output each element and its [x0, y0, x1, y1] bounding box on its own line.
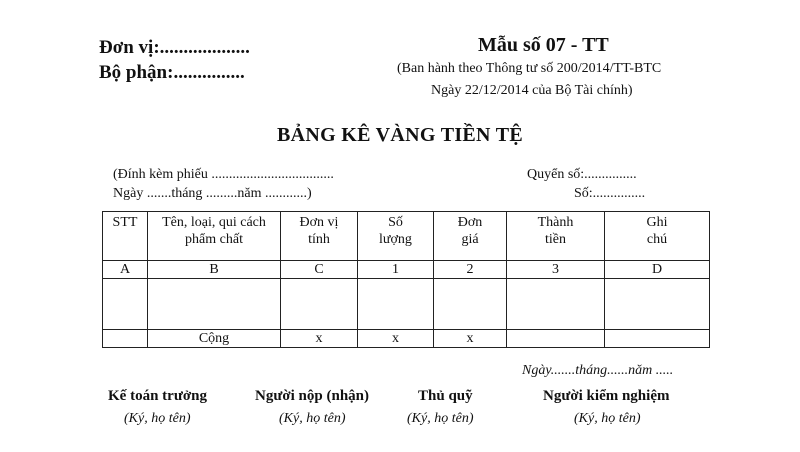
column-code: C [281, 261, 358, 279]
column-header: Tên, loại, qui cách phẩm chất [148, 212, 281, 261]
signature-note: (Ký, họ tên) [279, 411, 346, 426]
total-cell [507, 330, 605, 348]
column-header: Số lượng [358, 212, 434, 261]
total-cell [103, 330, 148, 348]
column-code: B [148, 261, 281, 279]
table-header-row [103, 212, 710, 261]
column-header: Đơn vị tính [281, 212, 358, 261]
table-cell [507, 279, 605, 330]
column-header: Ghi chú [605, 212, 710, 261]
column-code: A [103, 261, 148, 279]
table-row [103, 279, 710, 330]
book-number: Quyển số:............... [527, 167, 637, 182]
table-cell [434, 279, 507, 330]
table-cell [103, 279, 148, 330]
signature-note: (Ký, họ tên) [124, 411, 191, 426]
column-code: 1 [358, 261, 434, 279]
table-cell [605, 279, 710, 330]
column-header: STT [103, 212, 148, 261]
signature-note: (Ký, họ tên) [574, 411, 641, 426]
column-header: Đơn giá [434, 212, 507, 261]
total-cell: x [358, 330, 434, 348]
issued-by-line-2: Ngày 22/12/2014 của Bộ Tài chính) [431, 83, 633, 98]
form-number: Mẫu số 07 - TT [478, 34, 609, 56]
total-cell: x [434, 330, 507, 348]
total-cell [605, 330, 710, 348]
table-total-row [103, 330, 710, 348]
column-code: 3 [507, 261, 605, 279]
attachment-line: (Đính kèm phiếu ................................... [113, 167, 334, 182]
column-header: Thành tiền [507, 212, 605, 261]
unit-label: Đơn vị:................... [99, 37, 250, 58]
column-code: 2 [434, 261, 507, 279]
total-cell: x [281, 330, 358, 348]
document-title: BẢNG KÊ VÀNG TIỀN TỆ [276, 124, 524, 146]
signature-title-chief-accountant: Kế toán trưởng [108, 388, 207, 404]
table-code-row [103, 261, 710, 279]
issued-by-line-1: (Ban hành theo Thông tư số 200/2014/TT-BTC [397, 61, 662, 76]
date-line: Ngày .......tháng .........năm ............) [113, 186, 312, 201]
gold-currency-table [102, 211, 710, 348]
signing-date: Ngày.......tháng......năm ..... [522, 363, 674, 378]
table-cell [281, 279, 358, 330]
document-number: Số:............... [574, 186, 646, 201]
signature-title-inspector: Người kiểm nghiệm [543, 388, 670, 404]
table-cell [358, 279, 434, 330]
signature-note: (Ký, họ tên) [407, 411, 474, 426]
column-code: D [605, 261, 710, 279]
signature-title-cashier: Thủ quỹ [418, 388, 473, 404]
total-cell: Cộng [148, 330, 281, 348]
signature-title-payer: Người nộp (nhận) [255, 388, 370, 404]
department-label: Bộ phận:............... [99, 62, 245, 83]
table-cell [148, 279, 281, 330]
